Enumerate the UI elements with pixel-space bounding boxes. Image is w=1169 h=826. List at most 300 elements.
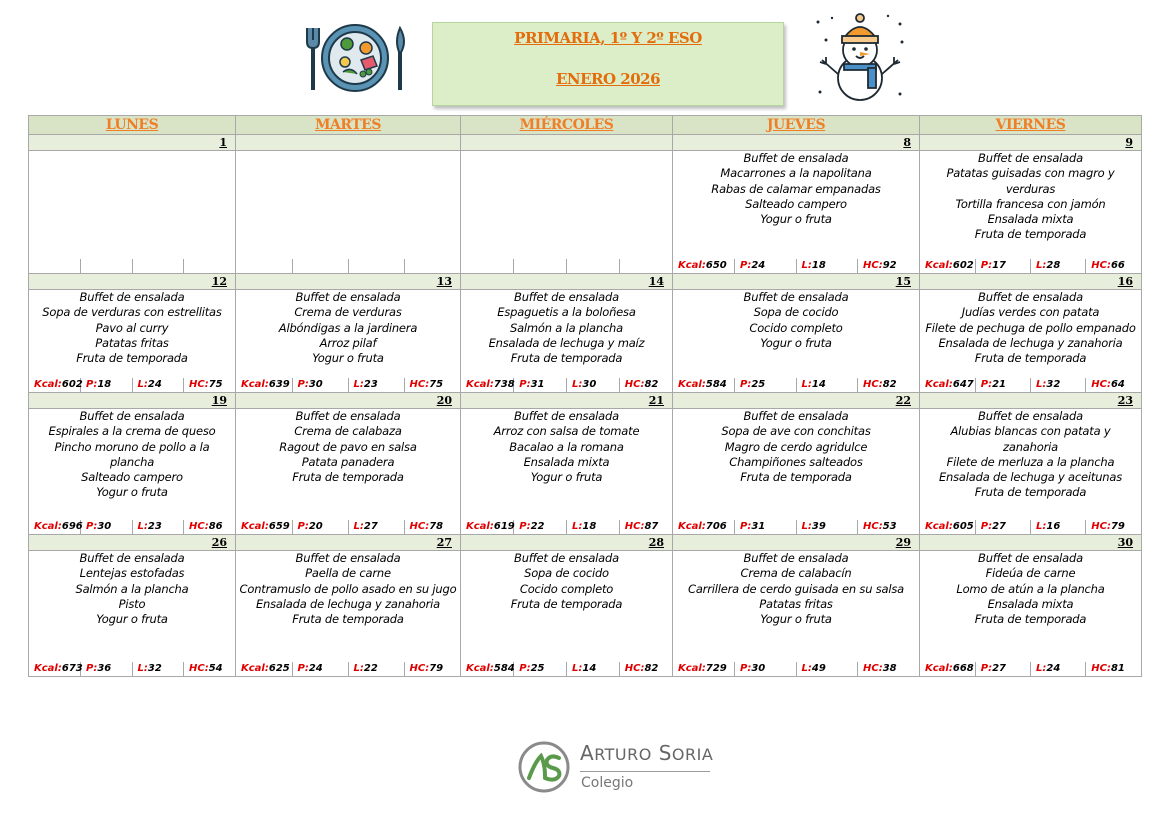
nutrient-kcal-value: 738	[493, 379, 515, 390]
dish-item: Fruta de temporada	[76, 351, 188, 366]
nutrient-hc-label: HC:	[624, 521, 645, 532]
nutrient-hc-value: 78	[429, 521, 444, 532]
dish-item: Patatas guisadas con magro y verduras	[946, 166, 1115, 196]
nutrient-p-value: 20	[308, 521, 323, 532]
nutrient-l-value: 28	[1046, 260, 1061, 271]
nutrient-l-value: 32	[147, 663, 162, 674]
nutrient-kcal-label: Kcal:	[34, 521, 62, 532]
nutrient-hc	[184, 662, 236, 676]
dish-item: Paella de carne	[305, 566, 391, 581]
nutrient-l-label: L:	[801, 379, 812, 390]
day-header-martes: MARTES	[236, 116, 461, 135]
dish-item: Fruta de temporada	[510, 351, 623, 366]
dish-item: Buffet de ensalada	[978, 290, 1083, 304]
nutrition-bar	[920, 259, 1141, 273]
date-number: 13	[236, 274, 461, 290]
dish-list	[920, 551, 1141, 662]
nutrient-kcal-value: 639	[268, 379, 290, 390]
date-number	[236, 135, 461, 151]
nutrient-l	[1031, 662, 1086, 676]
nutrient-l	[1031, 520, 1086, 534]
school-subtitle: Colegio	[581, 775, 634, 791]
nutrition-bar	[673, 662, 919, 676]
nutrient-p	[975, 259, 1030, 273]
nutrient-l-value: 14	[811, 379, 826, 390]
nutrient-hc-label: HC:	[189, 379, 209, 390]
nutrient-l-value: 18	[582, 521, 597, 532]
nutrient-kcal-label: Kcal:	[241, 521, 269, 532]
nutrient-p-value: 18	[97, 379, 112, 390]
date-number-row	[29, 393, 1142, 409]
dish-item: Yogur o fruta	[760, 612, 832, 627]
nutrient-p	[81, 520, 133, 534]
nutrient-l-value: 23	[363, 379, 378, 390]
nutrient-l-label: L:	[1036, 260, 1047, 271]
date-number: 14	[461, 274, 673, 290]
nutrient-l-label: L:	[353, 663, 364, 674]
dish-item: Fideúa de carne	[985, 566, 1076, 581]
nutrient-kcal-label: Kcal:	[241, 379, 269, 390]
dish-item: Fruta de temporada	[974, 227, 1087, 242]
nutrient-l-value: 32	[1046, 379, 1061, 390]
nutrient-l-value: 24	[1046, 663, 1061, 674]
date-number: 21	[461, 393, 673, 409]
dish-item: Ensalada mixta	[987, 596, 1074, 611]
nutrient-l-label: L:	[572, 379, 583, 390]
nutrient-p-value: 36	[97, 663, 112, 674]
date-number: 30	[920, 535, 1142, 551]
nutrient-p	[514, 520, 567, 534]
nutrient-l-label: L:	[1036, 521, 1047, 532]
dish-item: Patatas fritas	[759, 596, 833, 611]
nutrient-hc-value: 82	[644, 663, 659, 674]
dish-item: Crema de verduras	[294, 305, 402, 320]
day-menu-cell	[920, 551, 1142, 677]
nutrient-kcal-value: 605	[952, 521, 974, 532]
dish-item: Ensalada mixta	[987, 212, 1074, 227]
dish-item: Judías verdes con patata	[961, 305, 1100, 320]
dish-item: Buffet de ensalada	[514, 409, 619, 423]
dish-list	[673, 151, 919, 259]
nutrient-p-label: P:	[297, 663, 309, 674]
day-menu-cell	[236, 409, 461, 535]
nutrient-p-value: 30	[751, 663, 766, 674]
date-number	[461, 135, 673, 151]
nutrient-kcal	[920, 520, 975, 534]
nutrient-p	[735, 378, 797, 392]
nutrient-hc-value: 38	[882, 663, 897, 674]
nutrient-kcal-label: Kcal:	[678, 379, 706, 390]
day-menu-cell	[29, 290, 236, 393]
menu-week-row	[29, 151, 1142, 274]
nutrition-bar	[461, 259, 672, 273]
dish-list	[29, 409, 235, 520]
nutrient-kcal	[29, 520, 81, 534]
nutrient-kcal-label: Kcal:	[925, 260, 953, 271]
nutrient-hc-value: 66	[1110, 260, 1125, 271]
dish-item: Fruta de temporada	[292, 612, 404, 627]
dish-item: Pincho moruno de pollo a la plancha	[54, 439, 210, 469]
nutrient-hc-label: HC:	[1091, 260, 1111, 271]
dish-item: Pavo al curry	[95, 320, 169, 335]
nutrient-kcal-value: 584	[493, 663, 515, 674]
nutrient-kcal-label: Kcal:	[678, 260, 706, 271]
nutrient-l-label: L:	[137, 663, 148, 674]
nutrient-p-label: P:	[519, 379, 531, 390]
nutrient-hc	[1086, 378, 1141, 392]
nutrition-bar	[236, 259, 460, 273]
dish-item: Carrillera de cerdo guisada en su salsa	[687, 581, 905, 596]
dish-item: Yogur o fruta	[312, 351, 384, 366]
dish-item: Espaguetis a la boloñesa	[497, 305, 636, 320]
nutrient-kcal-value: 647	[952, 379, 974, 390]
nutrient-hc-label: HC:	[409, 521, 430, 532]
nutrient-hc	[404, 662, 460, 676]
nutrient-l-value: 22	[363, 663, 378, 674]
dish-item: Filete de pechuga de pollo empanado	[925, 320, 1136, 335]
nutrient-l-label: L:	[353, 379, 364, 390]
dish-item: Buffet de ensalada	[743, 151, 849, 165]
nutrition-bar	[920, 520, 1141, 534]
nutrient-hc-label: HC:	[863, 521, 883, 532]
day-header-jueves: JUEVES	[673, 116, 920, 135]
nutrition-bar	[673, 520, 919, 534]
nutrient-kcal	[236, 520, 292, 534]
dish-item: Ensalada de lechuga y aceitunas	[938, 470, 1123, 485]
nutrient-p	[292, 662, 348, 676]
nutrient-p	[514, 662, 567, 676]
dish-item: Magro de cerdo agridulce	[724, 439, 868, 454]
nutrient-p-label: P:	[980, 663, 993, 674]
dish-item: Espirales a la crema de queso	[48, 424, 216, 439]
nutrition-bar	[29, 378, 235, 392]
nutrient-hc-value: 82	[644, 379, 659, 390]
nutrient-p-label: P:	[297, 379, 309, 390]
nutrient-l	[348, 662, 404, 676]
nutrient-l	[567, 520, 620, 534]
nutrient-l	[132, 378, 184, 392]
nutrient-p-label: P:	[86, 379, 98, 390]
dish-list	[236, 151, 460, 259]
nutrient-p-label: P:	[980, 379, 993, 390]
day-menu-cell	[236, 151, 461, 274]
nutrient-p-label: P:	[519, 663, 531, 674]
nutrient-hc-value: 81	[1110, 663, 1125, 674]
dish-item: Ensalada mixta	[523, 454, 610, 469]
nutrient-p-value: 25	[751, 379, 766, 390]
dish-item: Sopa de cocido	[524, 566, 609, 581]
dish-list	[673, 409, 919, 520]
dish-item: Buffet de ensalada	[743, 409, 849, 423]
nutrient-p-value: 31	[751, 521, 766, 532]
nutrient-hc	[619, 378, 672, 392]
dish-item: Salmón a la plancha	[75, 581, 189, 596]
nutrient-hc	[1086, 520, 1141, 534]
nutrient-hc-value: 64	[1110, 379, 1125, 390]
day-header-miercoles: MIÉRCOLES	[461, 116, 673, 135]
dish-item: Buffet de ensalada	[743, 551, 849, 565]
nutrient-hc-label: HC:	[189, 663, 209, 674]
nutrient-p	[81, 259, 133, 273]
nutrient-hc-value: 75	[208, 379, 223, 390]
nutrient-kcal-value: 619	[493, 521, 515, 532]
nutrient-p-value: 17	[992, 260, 1006, 271]
dish-item: Fruta de temporada	[974, 351, 1087, 366]
dish-item: Ensalada de lechuga y zanahoria	[938, 335, 1123, 350]
school-logo	[517, 740, 717, 796]
nutrient-p-value: 22	[530, 521, 545, 532]
dish-item: Yogur o fruta	[530, 470, 603, 485]
dish-item: Buffet de ensalada	[295, 551, 401, 565]
nutrient-kcal	[461, 662, 514, 676]
school-name: ARTURO SORIA	[580, 741, 714, 765]
nutrient-hc-label: HC:	[1091, 379, 1111, 390]
nutrient-kcal	[29, 378, 81, 392]
nutrient-p-label: P:	[740, 521, 752, 532]
nutrient-p-value: 30	[97, 521, 112, 532]
nutrient-l-value: 18	[811, 260, 826, 271]
dish-list	[920, 409, 1141, 520]
nutrient-hc-value: 75	[429, 379, 444, 390]
day-menu-cell	[673, 409, 920, 535]
nutrient-hc-label: HC:	[1091, 663, 1111, 674]
dish-item: Patata panadera	[301, 454, 395, 469]
dish-list	[29, 551, 235, 662]
nutrient-p	[81, 662, 133, 676]
dish-item: Sopa de verduras con estrellitas	[42, 305, 222, 320]
nutrient-l	[796, 259, 858, 273]
menu-week-row	[29, 551, 1142, 677]
nutrient-p-value: 21	[992, 379, 1006, 390]
nutrient-hc-label: HC:	[624, 379, 645, 390]
dish-item: Salteado campero	[745, 196, 847, 211]
nutrient-l-label: L:	[801, 521, 812, 532]
nutrient-kcal-value: 584	[705, 379, 727, 390]
nutrient-l	[348, 378, 404, 392]
nutrition-bar	[673, 259, 919, 273]
dish-item: Buffet de ensalada	[978, 409, 1083, 423]
title-line-1: PRIMARIA, 1º Y 2º ESO	[514, 29, 702, 47]
nutrient-l	[348, 520, 404, 534]
nutrient-p-label: P:	[740, 260, 752, 271]
nutrient-kcal-label: Kcal:	[925, 521, 953, 532]
nutrient-kcal-value: 706	[705, 521, 727, 532]
nutrient-kcal-label: Kcal:	[925, 379, 953, 390]
day-menu-cell	[461, 290, 673, 393]
dish-item: Tortilla francesa con jamón	[955, 196, 1106, 211]
dish-item: Salteado campero	[81, 470, 183, 485]
date-number-row	[29, 535, 1142, 551]
nutrient-p-label: P:	[980, 521, 993, 532]
nutrient-kcal	[461, 378, 514, 392]
nutrient-l	[132, 662, 184, 676]
nutrient-kcal-label: Kcal:	[241, 663, 269, 674]
nutrient-hc-value: 92	[882, 260, 897, 271]
nutrient-hc-value: 79	[429, 663, 444, 674]
dish-list	[461, 409, 672, 520]
nutrient-hc-value: 53	[882, 521, 897, 532]
nutrient-kcal-label: Kcal:	[466, 521, 494, 532]
day-menu-cell	[461, 409, 673, 535]
nutrition-bar	[236, 378, 460, 392]
nutrient-kcal-value: 696	[61, 521, 83, 532]
dish-item: Crema de calabaza	[294, 424, 402, 439]
date-number: 23	[920, 393, 1142, 409]
dish-list	[461, 551, 672, 662]
nutrient-hc-label: HC:	[624, 663, 645, 674]
dish-item: Fruta de temporada	[292, 470, 404, 485]
nutrition-bar	[461, 662, 672, 676]
nutrient-kcal-value: 668	[952, 663, 974, 674]
dish-item: Pisto	[118, 596, 146, 611]
dish-list	[673, 290, 919, 378]
date-number: 29	[673, 535, 920, 551]
dish-item: Filete de merluza a la plancha	[946, 454, 1115, 469]
menu-week-row	[29, 290, 1142, 393]
dish-item: Arroz pilaf	[319, 335, 377, 350]
dish-list	[673, 551, 919, 662]
nutrient-kcal-value: 602	[952, 260, 974, 271]
dish-item: Buffet de ensalada	[79, 290, 185, 304]
nutrient-hc	[858, 662, 920, 676]
nutrient-kcal-value: 625	[268, 663, 290, 674]
nutrient-kcal	[673, 259, 735, 273]
date-number-row	[29, 274, 1142, 290]
nutrition-bar	[236, 520, 460, 534]
nutrient-l-label: L:	[572, 521, 583, 532]
date-number: 22	[673, 393, 920, 409]
nutrient-hc	[1086, 259, 1141, 273]
nutrient-p	[514, 378, 567, 392]
nutrient-p-label: P:	[980, 260, 993, 271]
date-number: 26	[29, 535, 236, 551]
date-number: 12	[29, 274, 236, 290]
nutrient-l-label: L:	[137, 521, 148, 532]
dish-item: Fruta de temporada	[740, 470, 852, 485]
nutrient-kcal	[29, 662, 81, 676]
nutrient-p	[735, 520, 797, 534]
nutrient-p	[81, 378, 133, 392]
logo-divider	[580, 771, 710, 772]
day-menu-cell	[673, 551, 920, 677]
nutrient-l	[796, 378, 858, 392]
day-menu-cell	[29, 409, 236, 535]
nutrient-kcal-label: Kcal:	[466, 379, 494, 390]
plate-cutlery-icon	[303, 22, 409, 94]
nutrient-kcal-label: Kcal:	[34, 379, 62, 390]
nutrient-hc-value: 79	[1110, 521, 1125, 532]
dish-item: Rabas de calamar empanadas	[711, 181, 881, 196]
nutrient-kcal	[461, 259, 514, 273]
nutrient-hc	[184, 520, 236, 534]
nutrient-hc	[184, 259, 236, 273]
nutrient-l	[348, 259, 404, 273]
dish-item: Sopa de cocido	[753, 305, 839, 320]
nutrient-kcal	[236, 662, 292, 676]
nutrient-p-label: P:	[297, 521, 309, 532]
day-menu-cell	[461, 551, 673, 677]
nutrition-bar	[920, 378, 1141, 392]
dish-item: Fruta de temporada	[510, 596, 623, 611]
nutrient-l-label: L:	[353, 521, 364, 532]
nutrient-p	[975, 378, 1030, 392]
date-number: 9	[920, 135, 1142, 151]
dish-item: Yogur o fruta	[760, 212, 832, 227]
nutrient-kcal-value: 650	[705, 260, 727, 271]
dish-item: Salmón a la plancha	[509, 320, 623, 335]
dish-item: Buffet de ensalada	[514, 290, 619, 304]
nutrition-bar	[920, 662, 1141, 676]
nutrient-l-value: 49	[811, 663, 826, 674]
nutrient-kcal	[673, 662, 735, 676]
nutrient-kcal	[236, 378, 292, 392]
day-menu-cell	[920, 409, 1142, 535]
nutrient-p	[735, 662, 797, 676]
menu-calendar	[28, 115, 1142, 677]
dish-item: Yogur o fruta	[760, 335, 832, 350]
nutrient-kcal-value: 673	[61, 663, 83, 674]
day-header-viernes: VIERNES	[920, 116, 1142, 135]
nutrient-kcal-label: Kcal:	[925, 663, 953, 674]
nutrient-l-value: 23	[147, 521, 162, 532]
dish-item: Ragout de pavo en salsa	[279, 439, 417, 454]
nutrition-bar	[461, 378, 672, 392]
dish-list	[236, 551, 460, 662]
dish-item: Fruta de temporada	[974, 612, 1087, 627]
dish-item: Ensalada de lechuga y maíz	[488, 335, 645, 350]
day-menu-cell	[920, 151, 1142, 274]
dish-item: Albóndigas a la jardinera	[278, 320, 418, 335]
dish-item: Yogur o fruta	[96, 485, 168, 500]
nutrient-p	[975, 662, 1030, 676]
date-number: 16	[920, 274, 1142, 290]
dish-item: Champiñones salteados	[729, 454, 863, 469]
nutrient-l-label: L:	[801, 663, 812, 674]
nutrient-p	[735, 259, 797, 273]
nutrient-p	[514, 259, 567, 273]
nutrient-l	[132, 520, 184, 534]
nutrient-hc	[858, 259, 920, 273]
nutrient-l-label: L:	[1036, 663, 1047, 674]
title-box	[432, 22, 784, 106]
dish-list	[461, 151, 672, 259]
dish-item: Buffet de ensalada	[79, 551, 185, 565]
dish-item: Alubias blancas con patata y zanahoria	[950, 424, 1111, 454]
dish-list	[29, 290, 235, 378]
nutrient-hc	[184, 378, 236, 392]
date-number: 19	[29, 393, 236, 409]
nutrient-kcal-label: Kcal:	[678, 663, 706, 674]
date-number: 20	[236, 393, 461, 409]
dish-list	[236, 409, 460, 520]
nutrient-kcal-label: Kcal:	[466, 663, 494, 674]
nutrient-kcal	[920, 259, 975, 273]
nutrient-hc-label: HC:	[189, 521, 209, 532]
date-number-row	[29, 135, 1142, 151]
nutrient-kcal-value: 602	[61, 379, 83, 390]
nutrient-kcal	[29, 259, 81, 273]
nutrient-p-label: P:	[86, 663, 98, 674]
day-menu-cell	[236, 551, 461, 677]
nutrient-l-value: 27	[363, 521, 378, 532]
nutrient-l	[567, 378, 620, 392]
nutrient-l-value: 14	[582, 663, 597, 674]
dish-item: Cocido completo	[519, 581, 614, 596]
dish-list	[461, 290, 672, 378]
nutrient-hc-value: 82	[882, 379, 897, 390]
nutrient-kcal	[236, 259, 292, 273]
nutrient-hc-value: 54	[208, 663, 223, 674]
